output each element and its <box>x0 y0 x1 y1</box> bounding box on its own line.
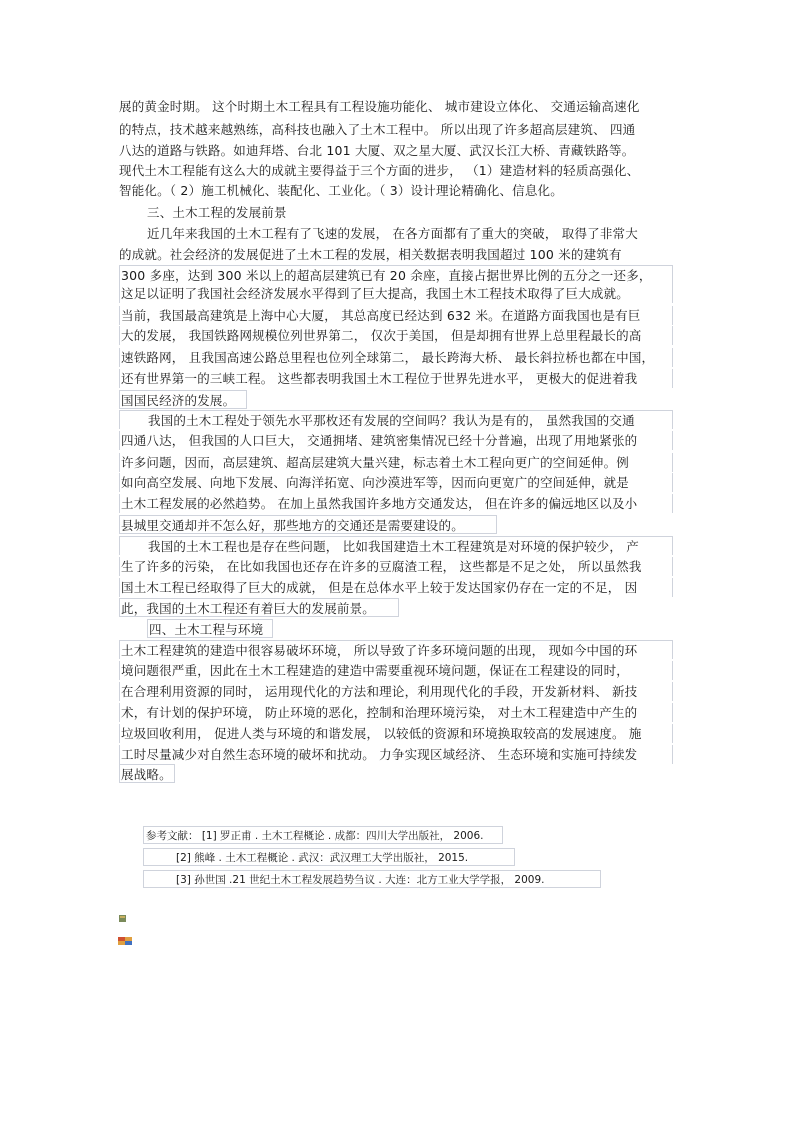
text-line: 这足以证明了我国社会经济发展水平得到了巨大提高，我国土木工程技术取得了巨大成就。 <box>119 284 673 303</box>
section-heading: 三、土木工程的发展前景 <box>147 205 287 220</box>
text-line: 现代土木工程能有这么大的成就主要得益于三个方面的进步， （1）建造材料的轻质高强化、 <box>119 163 640 178</box>
text-line: 我国的土木工程处于领先水平那枚还有发展的空间吗？我认为是有的， 虽然我国的交通 <box>119 410 673 429</box>
text-line: 垃圾回收利用， 促进人类与环境的和谐发展， 以较低的资源和环境换取较高的发展速度。 施 <box>119 724 673 743</box>
text-line: 土木工程发展的必然趋势。 在加上虽然我国许多地方交通发达， 但在许多的偏远地区以及小 <box>119 494 673 513</box>
text-line: 当前，我国最高建筑是上海中心大厦， 其总高度已经达到 632 米。在道路方面我国也是有巨 <box>119 306 673 325</box>
image-icon-small <box>119 915 126 922</box>
text-line: 许多问题，因而，高层建筑、超高层建筑大量兴建，标志着土木工程向更广的空间延伸。例 <box>119 453 673 472</box>
text-line: 还有世界第一的三峡工程。 这些都表明我国土木工程位于世界先进水平， 更极大的促进着我 <box>119 369 673 388</box>
text-line: 生了许多的污染， 在比如我国也还存在许多的豆腐渣工程， 这些都是不足之处， 所以虽然我 <box>119 557 673 576</box>
reference-item: [2] 熊峰 . 土木工程概论 . 武汉：武汉理工大学出版社， 2015. <box>143 848 515 866</box>
text-line: 县城里交通却并不怎么好，那些地方的交通还是需要建设的。 <box>119 515 497 534</box>
text-line: 大的发展， 我国铁路网规模位列世界第二， 仅次于美国， 但是却拥有世界上总里程最长的高 <box>119 326 673 345</box>
image-icon-colored <box>118 937 132 945</box>
text-line: 展战略。 <box>119 764 175 783</box>
text-line: 术，有计划的保护环境， 防止环境的恶化，控制和治理环境污染， 对土木工程建造中产生的 <box>119 703 673 722</box>
text-line: 八达的道路与铁路。如迪拜塔、台北 101 大厦、双之星大厦、武汉长江大桥、青藏铁路等。 <box>119 143 635 158</box>
text-line: 智能化。（ 2）施工机械化、装配化、工业化。（ 3）设计理论精确化、信息化。 <box>119 183 563 198</box>
text-line: 四通八达， 但我国的人口巨大， 交通拥堵、建筑密集情况已经十分普遍，出现了用地紧张的 <box>119 431 673 450</box>
text-line: 在合理利用资源的同时， 运用现代化的方法和理论，利用现代化的手段，开发新材料、 新技 <box>119 682 673 701</box>
text-line: 300 多座，达到 300 米以上的超高层建筑已有 20 余座，直接占据世界比例的五分之一还多， <box>119 265 673 284</box>
text-line: 我国的土木工程也是存在些问题， 比如我国建造土木工程建筑是对环境的保护较少， 产 <box>119 536 673 555</box>
reference-item: 参考文献： [1] 罗正甫 . 土木工程概论 . 成都：四川大学出版社， 2006. <box>143 826 503 844</box>
text-line: 土木工程建筑的建造中很容易破坏环境， 所以导致了许多环境问题的出现， 现如今中国的环 <box>119 640 673 659</box>
text-line: 展的黄金时期。 这个时期土木工程具有工程设施功能化、 城市建设立体化、 交通运输高速化 <box>119 99 640 114</box>
text-line: 如向高空发展、向地下发展、向海洋拓宽、向沙漠进军等，因而向更宽广的空间延伸，就是 <box>119 473 673 492</box>
reference-item: [3] 孙世国 .21 世纪土木工程发展趋势刍议 . 大连：北方工业大学学报， 2009. <box>143 870 601 888</box>
text-line: 此，我国的土木工程还有着巨大的发展前景。 <box>119 598 399 617</box>
text-line: 工时尽量减少对自然生态环境的破坏和扰动。 力争实现区域经济、 生态环境和实施可持续发 <box>119 745 673 764</box>
text-line: 的特点，技术越来越熟练，高科技也融入了土木工程中。 所以出现了许多超高层建筑、 四通 <box>119 122 636 137</box>
text-line: 国土木工程已经取得了巨大的成就， 但是在总体水平上较于发达国家仍存在一定的不足， 因 <box>119 578 673 597</box>
text-line: 国国民经济的发展。 <box>119 390 247 409</box>
text-line: 境问题很严重，因此在土木工程建造的建造中需要重视环境问题，保证在工程建设的同时， <box>119 661 673 680</box>
text-line: 近几年来我国的土木工程有了飞速的发展， 在各方面都有了重大的突破， 取得了非常大 <box>147 226 638 241</box>
text-line: 速铁路网， 且我国高速公路总里程也位列全球第二， 最长跨海大桥、 最长斜拉桥也都在中国， <box>119 348 673 367</box>
section-heading: 四、土木工程与环境 <box>147 619 273 638</box>
text-line: 的成就。社会经济的发展促进了土木工程的发展，相关数据表明我国超过 100 米的建筑有 <box>119 247 622 262</box>
